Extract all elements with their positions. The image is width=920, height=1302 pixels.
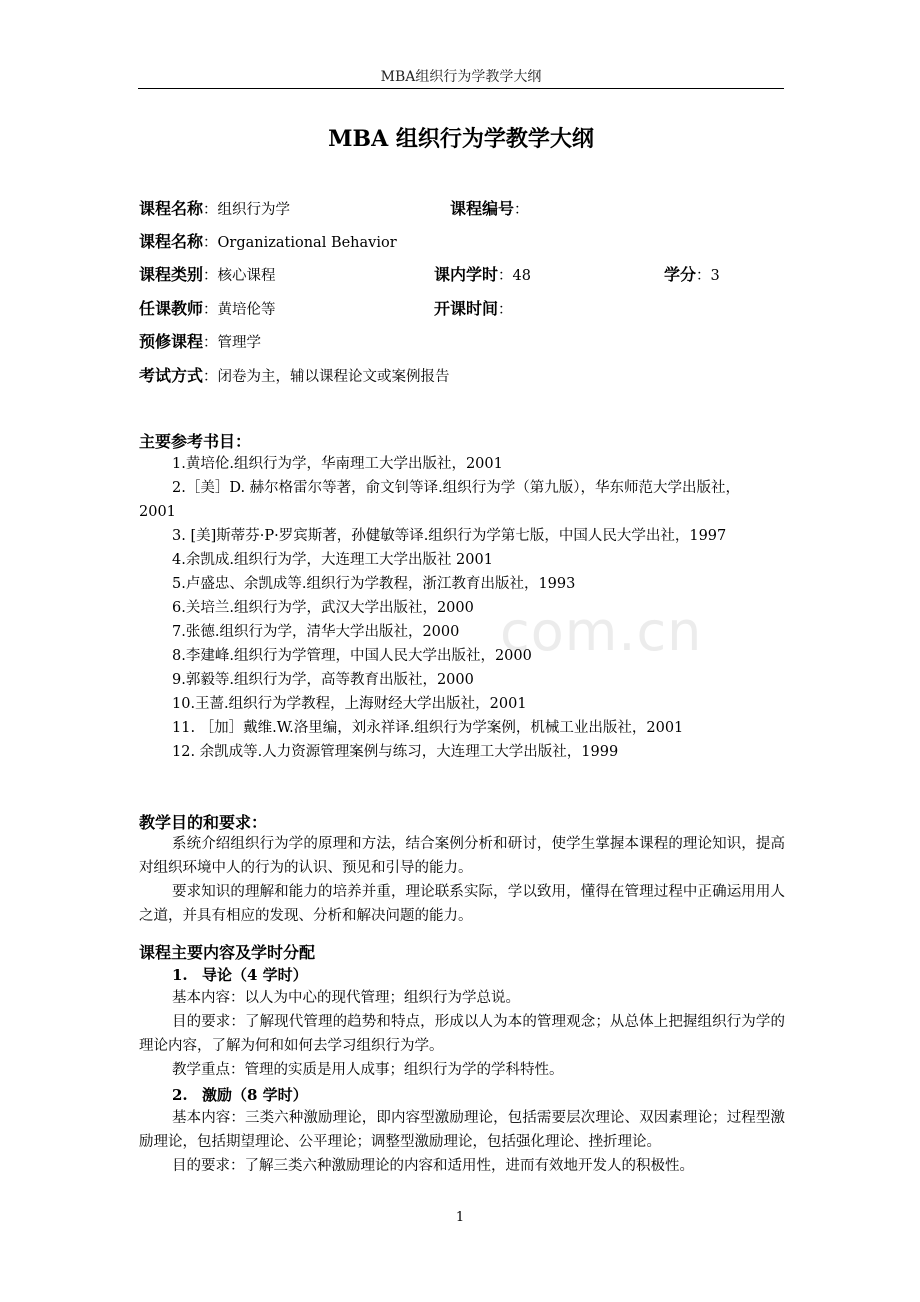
chapter-2-basic: 基本内容：三类六种激励理论，即内容型激励理论，包括需要层次理论、双因素理论；过程型激励理论，包括期望理论、公平理论；调整型激励理论，包括强化理论、挫折理论。: [139, 1110, 785, 1150]
content-heading: 课程主要内容及学时分配: [139, 943, 316, 962]
field-start-time: 开课时间：: [434, 299, 513, 318]
reference-list: [139, 452, 792, 764]
list-item: 12. 余凯成等.人力资源管理案例与练习，大连理工大学出版社，1999: [172, 744, 619, 760]
page-number: 1: [455, 1210, 465, 1225]
field-prerequisite: 预修课程：管理学: [139, 332, 262, 351]
chapter-2-heading: 2. 激励（8 学时）: [172, 1086, 308, 1104]
objectives-heading: 教学目的和要求：: [139, 813, 268, 832]
page-title: MBA 组织行为学教学大纲: [328, 126, 594, 152]
objectives-paragraph-1: 系统介绍组织行为学的原理和方法，结合案例分析和研讨，使学生掌握本课程的理论知识，提高对组织环境中人的行为的认识、预见和引导的能力。: [139, 836, 785, 876]
chapter-1-heading: 1. 导论（4 学时）: [172, 966, 308, 984]
references-heading: 主要参考书目：: [139, 432, 252, 451]
list-item: 4.余凯成.组织行为学，大连理工大学出版社 2001: [172, 552, 493, 568]
field-course-code: 课程编号：: [450, 199, 529, 218]
running-header: MBA组织行为学教学大纲: [380, 69, 542, 85]
list-item: 9.郭毅等.组织行为学，高等教育出版社，2000: [172, 672, 474, 688]
list-item: 2.［美］D. 赫尔格雷尔等著，俞文钊等译.组织行为学（第九版），华东师范大学出版社，: [172, 480, 741, 496]
chapter-1-goal: 目的要求：了解现代管理的趋势和特点，形成以人为本的管理观念；从总体上把握组织行为学的理论内容，了解为何和如何去学习组织行为学。: [139, 1014, 785, 1054]
list-item: 11. ［加］戴维.W.洛里编，刘永祥译.组织行为学案例，机械工业出版社，2001: [172, 720, 684, 736]
field-exam-method: 考试方式：闭卷为主，辅以课程论文或案例报告: [139, 366, 450, 385]
list-item: 8.李建峰.组织行为学管理，中国人民大学出版社，2000: [172, 648, 532, 664]
chapter-2-goal: 目的要求：了解三类六种激励理论的内容和适用性，进而有效地开发人的积极性。: [172, 1158, 694, 1174]
list-item: 3. [美]斯蒂芬·P·罗宾斯著，孙健敏等译.组织行为学第七版，中国人民大学出社，1997: [172, 528, 727, 544]
field-course-name-en: 课程名称：Organizational Behavior: [139, 232, 397, 251]
list-item: 1.黄培伦.组织行为学，华南理工大学出版社，2001: [172, 456, 503, 472]
chapter-1-basic: 基本内容：以人为中心的现代管理；组织行为学总说。: [172, 990, 520, 1006]
header-rule: [138, 88, 784, 89]
objectives-paragraph-2: 要求知识的理解和能力的培养并重，理论联系实际，学以致用，懂得在管理过程中正确运用用人之道，并具有相应的发现、分析和解决问题的能力。: [139, 884, 785, 924]
chapter-1-focus: 教学重点：管理的实质是用人成事；组织行为学的学科特性。: [172, 1062, 564, 1078]
list-item: 5.卢盛忠、余凯成等.组织行为学教程，浙江教育出版社，1993: [172, 576, 576, 592]
field-course-type: 课程类别：核心课程: [139, 265, 276, 284]
field-instructor: 任课教师：黄培伦等: [139, 299, 276, 318]
list-item: 7.张德.组织行为学，清华大学出版社，2000: [172, 624, 460, 640]
list-item: 10.王蔷.组织行为学教程，上海财经大学出版社，2001: [172, 696, 527, 712]
list-item: 2001: [139, 504, 176, 520]
list-item: 6.关培兰.组织行为学，武汉大学出版社，2000: [172, 600, 474, 616]
field-class-hours: 课内学时：48: [434, 265, 531, 284]
field-course-name-cn: 课程名称：组织行为学: [139, 199, 291, 218]
watermark: com.cn: [500, 600, 703, 663]
field-credits: 学分：3: [664, 265, 720, 284]
